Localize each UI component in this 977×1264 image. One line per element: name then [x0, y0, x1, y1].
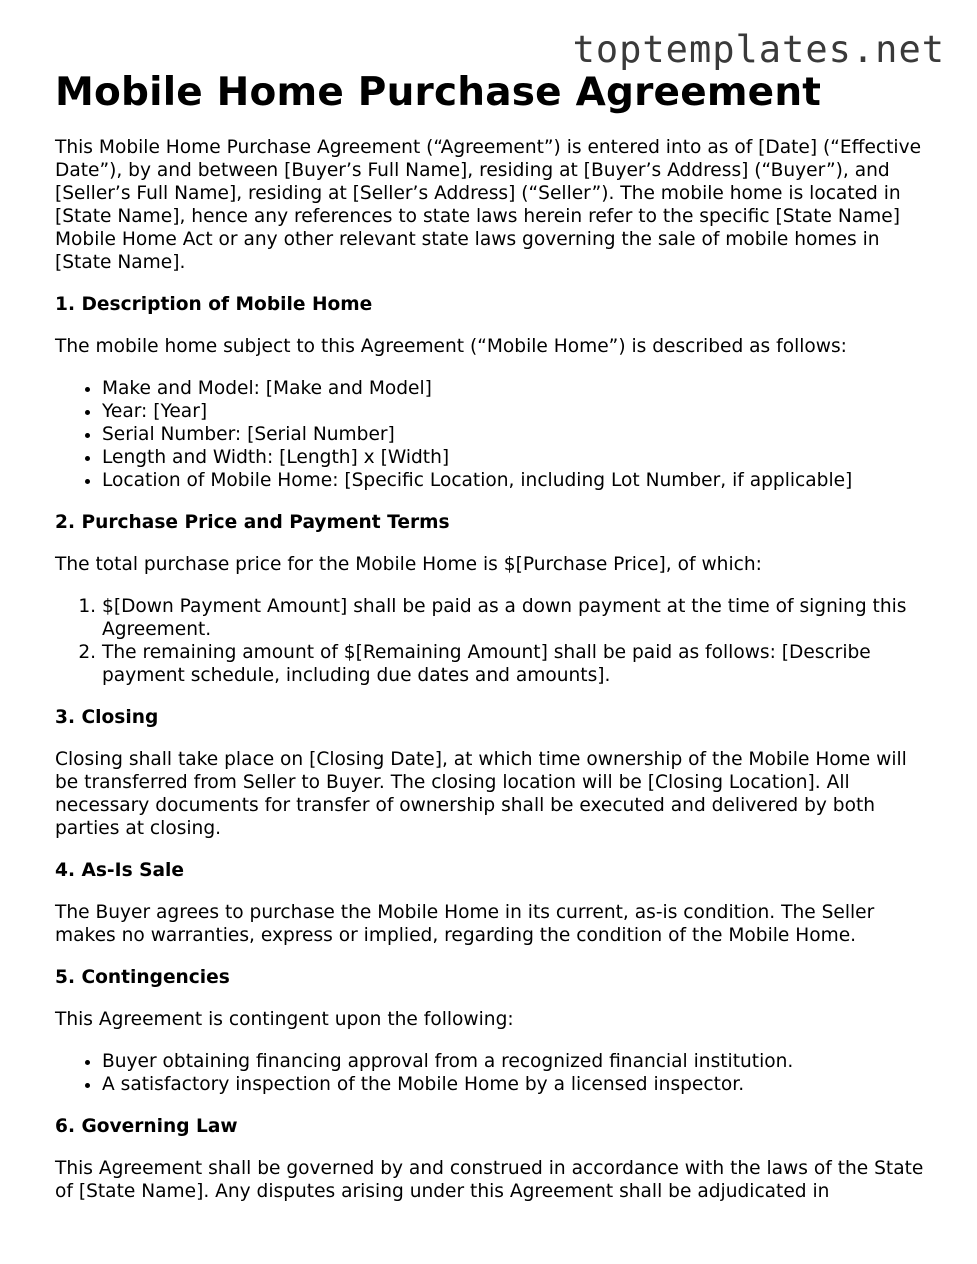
- list-item: • Buyer obtaining financing approval from a recognized financial institution.: [102, 1050, 935, 1073]
- payment-list: [55, 595, 935, 687]
- closing-paragraph: Closing shall take place on [Closing Date], at which time ownership of the Mobile Home will be transferred from Seller to Buyer. The closing location will be [Closing Location]. All necessary documents for transfer of ownership shall be executed and delivered by both parties at closing.: [55, 749, 907, 839]
- price-paragraph: The total purchase price for the Mobile Home is $[Purchase Price], of which:: [55, 554, 762, 575]
- section-heading-description: 1. Description of Mobile Home: [55, 294, 373, 315]
- list-item: • Location of Mobile Home: [Specific Location, including Lot Number, if applicable]: [102, 469, 935, 492]
- document-page: [55, 0, 935, 1203]
- description-list: [55, 377, 935, 492]
- watermark: toptemplates.net: [572, 28, 945, 71]
- list-item: 2. The remaining amount of $[Remaining Amount] shall be paid as follows: [Describe payment schedule, including due dates and amounts].: [102, 641, 935, 687]
- section-heading-price: 2. Purchase Price and Payment Terms: [55, 512, 450, 533]
- section-heading-asis: 4. As-Is Sale: [55, 860, 185, 881]
- list-item: • Serial Number: [Serial Number]: [102, 423, 935, 446]
- list-item: • Year: [Year]: [102, 400, 935, 423]
- contingencies-paragraph: This Agreement is contingent upon the following:: [55, 1009, 514, 1030]
- list-item: • A satisfactory inspection of the Mobile Home by a licensed inspector.: [102, 1073, 935, 1096]
- law-paragraph: This Agreement shall be governed by and construed in accordance with the laws of the State of [State Name]. Any disputes arising under this Agreement shall be adjudicated in: [55, 1158, 924, 1202]
- section-heading-law: 6. Governing Law: [55, 1116, 238, 1137]
- list-item: 1. $[Down Payment Amount] shall be paid as a down payment at the time of signing this Agreement.: [102, 595, 935, 641]
- section-heading-closing: 3. Closing: [55, 707, 159, 728]
- description-paragraph: The mobile home subject to this Agreement (“Mobile Home”) is described as follows:: [55, 336, 847, 357]
- list-item: • Length and Width: [Length] x [Width]: [102, 446, 935, 469]
- asis-paragraph: The Buyer agrees to purchase the Mobile Home in its current, as-is condition. The Seller makes no warranties, express or implied, regarding the condition of the Mobile Home.: [55, 902, 875, 946]
- contingencies-list: [55, 1050, 935, 1096]
- intro-paragraph: This Mobile Home Purchase Agreement (“Agreement”) is entered into as of [Date] (“Effective Date”), by and between [Buyer’s Full Name], residing at [Buyer’s Address] (“Buyer”), and [Seller’s Full Name], residing at [Seller’s Address] (“Seller”). The mobile home is located in [State Name], hence any references to state laws herein refer to the specific [State Name] Mobile Home Act or any other relevant state laws governing the sale of mobile homes in [State Name].: [55, 137, 922, 273]
- list-item: • Make and Model: [Make and Model]: [102, 377, 935, 400]
- document-title: Mobile Home Purchase Agreement: [55, 70, 822, 115]
- section-heading-contingencies: 5. Contingencies: [55, 967, 230, 988]
